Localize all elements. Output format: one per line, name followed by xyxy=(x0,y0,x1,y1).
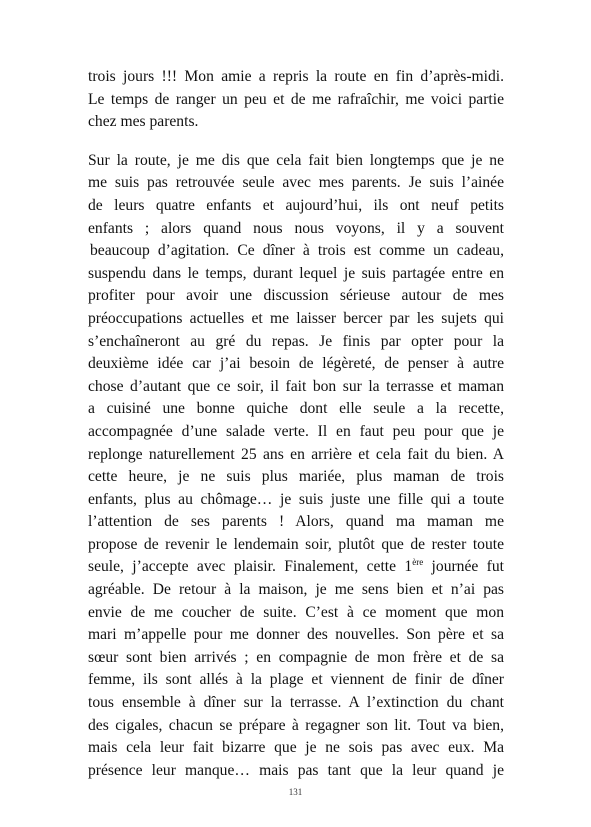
text-line: accompagnée d’une salade verte. Il en faut peu pour que je xyxy=(88,422,504,440)
text-line: a cuisiné une bonne quiche dont elle seule a la recette, xyxy=(88,400,504,418)
text-line: agréable. De retour à la maison, je me sens bien et n’ai pas xyxy=(88,581,504,599)
text-line: cette heure, je ne suis plus mariée, plus maman de trois xyxy=(88,468,504,486)
paragraph-1 xyxy=(88,66,504,134)
text-fragment: journée fut xyxy=(423,558,504,576)
text-line: me suis pas retrouvée seule avec mes parents. Je suis l’ainée xyxy=(88,174,504,192)
text-line: l’attention de ses parents ! Alors, quand ma maman me xyxy=(88,513,504,531)
text-line: envie de me coucher de suite. C’est à ce moment que mon xyxy=(88,603,504,621)
text-line: beaucoup d’agitation. Ce dîner à trois est comme un cadeau, xyxy=(90,242,504,260)
text-line: mais cela leur fait bizarre que je ne sois pas avec eux. Ma xyxy=(88,739,504,757)
text-line: de leurs quatre enfants et aujourd’hui, ils ont neuf petits xyxy=(88,196,504,214)
paragraph-spacer xyxy=(88,134,504,150)
paragraph-2 xyxy=(88,150,504,783)
text-line: Le temps de ranger un peu et de me rafraîchir, me voici partie xyxy=(88,90,504,108)
text-line: enfants, plus au chômage… je suis juste une fille qui a toute xyxy=(88,490,504,508)
text-line: femme, ils sont allés à la plage et viennent de finir de dîner xyxy=(88,671,504,689)
ordinal-superscript: ère xyxy=(412,557,424,568)
text-line: s’enchaîneront au gré du repas. Je finis par opter pour la xyxy=(88,332,504,350)
text-line: tous ensemble à dîner sur la terrasse. A l’extinction du chant xyxy=(88,694,504,712)
text-line: enfants ; alors quand nous nous voyons, il y a souvent xyxy=(88,219,504,237)
page-body xyxy=(88,66,504,782)
text-line: mari m’appelle pour me donner des nouvelles. Son père et sa xyxy=(88,626,504,644)
text-line: profiter pour avoir une discussion sérieuse autour de mes xyxy=(88,287,504,305)
text-line: replonge naturellement 25 ans en arrière et cela fait du bien. A xyxy=(88,445,504,463)
text-line: Sur la route, je me dis que cela fait bien longtemps que je ne xyxy=(88,151,504,169)
text-line-with-superscript xyxy=(88,556,504,579)
text-line: des cigales, chacun se prépare à regagner son lit. Tout va bien, xyxy=(88,716,504,734)
text-fragment: seule, j’accepte avec plaisir. Finalement, cette 1 xyxy=(88,558,413,576)
page-number: 131 xyxy=(288,787,303,797)
text-line: présence leur manque… mais pas tant que la leur quand je xyxy=(88,761,504,779)
text-line: sœur sont bien arrivés ; en compagnie de mon frère et de sa xyxy=(88,648,504,666)
text-line: deuxième idée car j’ai besoin de légèreté, de penser à autre xyxy=(88,355,504,373)
text-line: propose de revenir le lendemain soir, plutôt que de rester toute xyxy=(88,535,504,553)
text-line: trois jours !!! Mon amie a repris la route en fin d’après-midi. xyxy=(88,68,504,85)
text-line: préoccupations actuelles et me laisser bercer par les sujets qui xyxy=(88,309,504,327)
text-line: chez mes parents. xyxy=(88,113,199,131)
text-line: chose d’autant que ce soir, il fait bon sur la terrasse et maman xyxy=(88,377,504,395)
text-line: suspendu dans le temps, durant lequel je suis partagée entre en xyxy=(88,264,504,282)
